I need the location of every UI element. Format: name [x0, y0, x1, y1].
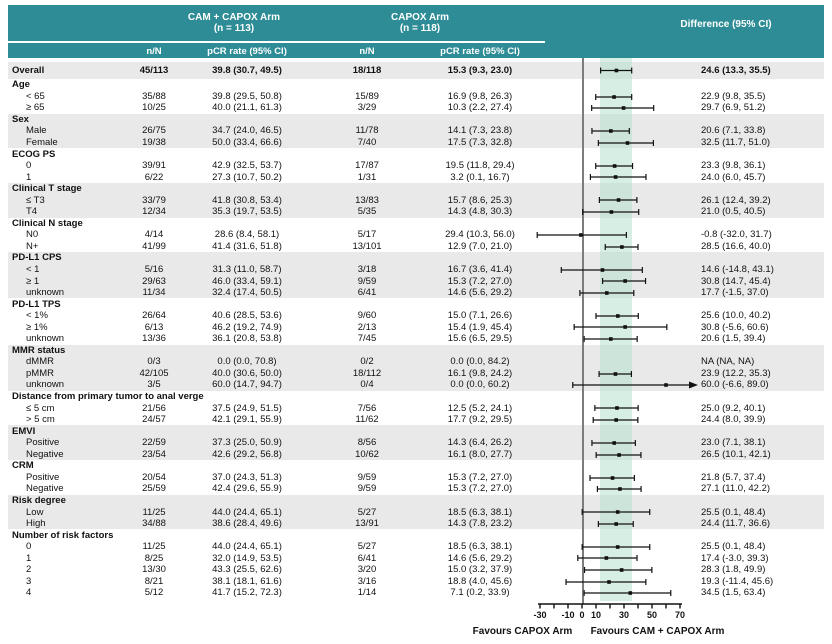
col-header-pcr-arm2: pCR rate (95% CI) [440, 46, 520, 57]
arm1-pcr-value: 32.0 (14.9, 53.5) [212, 552, 282, 564]
arm1-pcr-value: 40.0 (21.1, 61.3) [212, 102, 282, 114]
arm1-nn-value: 23/54 [142, 448, 166, 460]
arm2-header [340, 12, 500, 34]
arm1-pcr-value: 37.5 (24.9, 51.5) [212, 402, 282, 414]
difference-value: 26.1 (12.4, 39.2) [701, 194, 771, 206]
difference-value: 25.5 (0.1, 48.4) [701, 541, 766, 553]
arm2-pcr-value: 16.7 (3.6, 41.4) [447, 264, 513, 276]
arm1-pcr-value: 40.6 (28.5, 53.6) [212, 310, 282, 322]
data-row [8, 437, 824, 449]
subgroup-label: ≥ 1% [26, 321, 48, 333]
arm1-nn-value: 25/59 [142, 483, 166, 495]
arm1-pcr-value: 31.3 (11.0, 58.7) [212, 264, 282, 276]
arm1-pcr-value: 38.1 (18.1, 61.6) [212, 575, 282, 587]
subgroup-label: 0 [26, 541, 32, 553]
data-row [8, 62, 824, 79]
arm2-nn-value: 18/112 [352, 367, 382, 379]
arm2-pcr-value: 18.5 (6.3, 38.1) [447, 541, 513, 553]
subgroup-label: MMR status [12, 344, 66, 356]
subgroup-label: PD-L1 CPS [12, 252, 62, 264]
arm2-pcr-value: 15.3 (9.3, 23.0) [447, 65, 513, 76]
arm1-pcr-value: 27.3 (10.7, 50.2) [212, 171, 282, 183]
data-row [8, 587, 824, 599]
header-divider [8, 41, 545, 43]
difference-value: 30.8 (-5.6, 60.6) [701, 321, 769, 333]
arm2-nn-value: 5/27 [357, 506, 377, 518]
subgroup-label: 2 [26, 564, 32, 576]
arm1-pcr-value: 32.4 (17.4, 50.5) [212, 287, 282, 299]
arm1-pcr-value: 46.0 (33.4, 59.1) [212, 275, 282, 287]
arm1-pcr-value: 35.3 (19.7, 53.5) [212, 206, 282, 218]
data-row [8, 414, 824, 426]
data-row [8, 333, 824, 345]
subgroup-label: High [26, 518, 46, 530]
arm1-nn-value: 10/25 [142, 102, 166, 114]
arm2-pcr-value: 15.6 (6.5, 29.5) [447, 333, 513, 345]
arm2-pcr-value: 12.9 (7.0, 21.0) [447, 240, 513, 252]
difference-value: 28.5 (16.6, 40.0) [701, 240, 771, 252]
arm2-pcr-value: 15.7 (8.6, 25.3) [447, 194, 513, 206]
subgroup-label: unknown [26, 333, 65, 345]
arm2-nn-value: 1/14 [357, 587, 377, 599]
data-row [8, 552, 824, 564]
arm2-pcr-value: 29.4 (10.3, 56.0) [445, 229, 515, 241]
subgroup-header-row [8, 495, 824, 507]
arm1-nn-value: 33/79 [142, 194, 166, 206]
data-row [8, 564, 824, 576]
data-row [8, 125, 824, 137]
arm2-nn-value: 11/78 [355, 125, 379, 137]
subgroup-label: Negative [26, 448, 64, 460]
arm2-pcr-value: 0.0 (0.0, 60.2) [450, 379, 510, 391]
arm1-nn-value: 11/34 [142, 287, 166, 299]
col-header-nn-arm2: n/N [359, 46, 375, 57]
arm1-pcr-value: 28.6 (8.4, 58.1) [214, 229, 280, 241]
subgroup-label: N+ [26, 240, 39, 252]
arm1-nn-value: 42/105 [139, 367, 169, 379]
arm1-pcr-value: 40.0 (30.6, 50.0) [212, 367, 282, 379]
arm2-nn-value: 11/62 [355, 414, 379, 426]
data-row [8, 449, 824, 461]
difference-value: 25.6 (10.0, 40.2) [701, 310, 771, 322]
arm1-nn-value: 5/12 [144, 587, 164, 599]
difference-value: 34.5 (1.5, 63.4) [701, 587, 766, 599]
arm2-pcr-value: 15.3 (7.2, 27.0) [447, 483, 513, 495]
data-row [8, 321, 824, 333]
arm2-title: CAPOX Arm [391, 12, 449, 23]
arm2-pcr-value: 15.0 (7.1, 26.6) [447, 310, 513, 322]
arm2-nn-value: 13/101 [352, 240, 382, 252]
subgroup-label: Sex [12, 113, 29, 125]
arm1-pcr-value: 34.7 (24.0, 46.5) [212, 125, 282, 137]
subgroup-header-row [8, 460, 824, 472]
difference-value: 25.5 (0.1, 48.4) [701, 506, 766, 518]
arm2-pcr-value: 17.7 (9.2, 29.5) [447, 414, 513, 426]
difference-value: 23.0 (7.1, 38.1) [701, 437, 766, 449]
data-row [8, 102, 824, 114]
arm1-nn-value: 4/14 [144, 229, 164, 241]
arm2-pcr-value: 14.3 (7.8, 23.2) [447, 518, 513, 530]
arm1-pcr-value: 44.0 (24.4, 65.1) [212, 541, 282, 553]
arm1-nn-value: 39/91 [142, 160, 166, 172]
subgroup-label: ≥ 1 [26, 275, 40, 287]
arm2-pcr-value: 15.4 (1.9, 45.4) [447, 321, 513, 333]
subgroup-label: 4 [26, 587, 32, 599]
arm1-nn-value: 13/30 [142, 564, 166, 576]
arm1-pcr-value: 39.8 (29.5, 50.8) [212, 90, 282, 102]
arm2-pcr-value: 19.5 (11.8, 29.4) [445, 160, 515, 172]
difference-value: 17.4 (-3.0, 39.3) [701, 552, 769, 564]
arm2-nn-value: 17/87 [355, 160, 379, 172]
arm2-nn-value: 3/20 [357, 564, 377, 576]
difference-value: 60.0 (-6.6, 89.0) [701, 379, 769, 391]
arm1-pcr-value: 0.0 (0.0, 70.8) [217, 356, 277, 368]
arm2-nn-value: 5/35 [357, 206, 377, 218]
data-row [8, 518, 824, 530]
arm1-n: (n = 113) [213, 23, 255, 34]
axis-tick-label: 50 [646, 610, 657, 620]
arm2-pcr-value: 10.3 (2.2, 27.4) [447, 102, 513, 114]
data-row [8, 241, 824, 253]
subgroup-label: Risk degree [12, 494, 66, 506]
subgroup-label: Positive [26, 471, 60, 483]
subgroup-label: Clinical N stage [12, 217, 83, 229]
arm2-pcr-value: 14.1 (7.3, 23.8) [447, 125, 513, 137]
subgroup-label: 0 [26, 160, 32, 172]
difference-value: 24.6 (13.3, 35.5) [701, 65, 771, 76]
data-row [8, 160, 824, 172]
subgroup-label: ≥ 65 [26, 102, 45, 114]
subgroup-label: CRM [12, 460, 34, 472]
arm1-title: CAM + CAPOX Arm [187, 12, 281, 23]
arm2-nn-value: 7/56 [357, 402, 377, 414]
col-header-nn-arm1: n/N [146, 46, 162, 57]
data-row [8, 206, 824, 218]
subgroup-header-row [8, 425, 824, 437]
arm1-nn-value: 0/3 [147, 356, 161, 368]
data-row [8, 91, 824, 103]
arm1-pcr-value: 44.0 (24.4, 65.1) [212, 506, 282, 518]
arm1-nn-value: 45/113 [139, 65, 169, 76]
subgroup-label: 1 [26, 171, 32, 183]
arm1-nn-value: 6/22 [144, 171, 164, 183]
arm2-pcr-value: 0.0 (0.0, 84.2) [450, 356, 510, 368]
data-row [8, 483, 824, 495]
arm1-nn-value: 5/16 [144, 264, 164, 276]
arm1-pcr-value: 50.0 (33.4, 66.6) [212, 137, 282, 148]
subgroup-header-row [8, 183, 824, 195]
arm1-nn-value: 11/25 [142, 506, 166, 518]
subgroup-header-row [8, 391, 824, 403]
arm2-nn-value: 0/4 [360, 379, 374, 391]
arm2-nn-value: 13/83 [355, 194, 379, 206]
subgroup-label: Age [12, 79, 30, 91]
arm2-nn-value: 3/29 [357, 102, 377, 114]
arm2-pcr-value: 14.6 (5.6, 29.2) [447, 287, 513, 299]
difference-value: 17.7 (-1.5, 37.0) [701, 287, 769, 299]
data-row [8, 576, 824, 588]
subgroup-header-row [8, 79, 824, 91]
difference-value: 24.4 (8.0, 39.9) [701, 414, 766, 426]
subgroup-header-row [8, 148, 824, 160]
difference-value: 23.3 (9.8, 36.1) [701, 160, 766, 172]
arm1-nn-value: 21/56 [142, 402, 166, 414]
arm1-nn-value: 6/13 [144, 321, 164, 333]
subgroup-label: dMMR [26, 356, 54, 368]
arm2-pcr-value: 14.3 (4.8, 30.3) [447, 206, 513, 218]
arm2-nn-value: 7/40 [357, 137, 377, 148]
subgroup-label: > 5 cm [26, 414, 55, 426]
subgroup-label: < 65 [26, 90, 45, 102]
arm1-nn-value: 22/59 [142, 437, 166, 449]
difference-value: NA (NA, NA) [701, 356, 755, 368]
arm1-nn-value: 26/75 [142, 125, 166, 137]
subgroup-label: Male [26, 125, 47, 137]
arm2-nn-value: 10/62 [355, 448, 379, 460]
arm1-pcr-value: 46.2 (19.2, 74.9) [212, 321, 282, 333]
arm1-pcr-value: 37.3 (25.0, 50.9) [212, 437, 282, 449]
subgroup-header-row [8, 529, 824, 541]
arm1-pcr-value: 39.8 (30.7, 49.5) [212, 65, 282, 76]
data-row [8, 264, 824, 276]
arm2-pcr-value: 7.1 (0.2, 33.9) [450, 587, 510, 599]
arm2-nn-value: 3/16 [357, 575, 377, 587]
arm1-pcr-value: 42.1 (29.1, 55.9) [212, 414, 282, 426]
data-row [8, 541, 824, 553]
subgroup-label: unknown [26, 379, 65, 391]
subgroup-label: PD-L1 TPS [12, 298, 61, 310]
axis-tick-label: 70 [674, 610, 685, 620]
difference-value: 19.3 (-11.4, 45.6) [701, 575, 774, 587]
arm1-pcr-value: 38.6 (28.4, 49.6) [212, 518, 282, 530]
subgroup-header-row [8, 252, 824, 264]
arm1-pcr-value: 42.4 (29.6, 55.9) [212, 483, 282, 495]
axis-tick-label: -10 [561, 610, 575, 620]
arm2-nn-value: 0/2 [360, 356, 374, 368]
arm2-n: (n = 118) [399, 23, 441, 34]
difference-value: 29.7 (6.9, 51.2) [701, 102, 766, 114]
difference-value: 32.5 (11.7, 51.0) [701, 137, 771, 148]
favours-right-label: Favours CAM + CAPOX Arm [590, 626, 725, 637]
rows [8, 62, 824, 599]
arm2-pcr-value: 3.2 (0.1, 16.7) [450, 171, 510, 183]
arm2-nn-value: 9/59 [357, 275, 377, 287]
data-row [8, 171, 824, 183]
subgroup-label: Clinical T stage [12, 183, 82, 195]
arm2-nn-value: 7/45 [357, 333, 377, 345]
arm2-nn-value: 3/18 [357, 264, 377, 276]
arm1-nn-value: 41/99 [142, 240, 166, 252]
subgroup-label: ≤ 5 cm [26, 402, 55, 414]
col-header-pcr-arm1: pCR rate (95% CI) [207, 46, 287, 57]
axis-tick-label: -30 [533, 610, 547, 620]
arm2-nn-value: 9/59 [357, 483, 377, 495]
arm1-pcr-value: 60.0 (14.7, 94.7) [212, 379, 282, 391]
arm1-nn-value: 12/34 [142, 206, 166, 218]
arm2-nn-value: 8/56 [357, 437, 377, 449]
difference-value: 25.0 (9.2, 40.1) [701, 402, 766, 414]
arm1-nn-value: 29/63 [142, 275, 166, 287]
difference-value: 20.6 (7.1, 33.8) [701, 125, 766, 137]
subgroup-header-row [8, 114, 824, 126]
data-row [8, 506, 824, 518]
subgroup-label: pMMR [26, 367, 54, 379]
data-row [8, 472, 824, 484]
difference-value: 24.0 (6.0, 45.7) [701, 171, 766, 183]
difference-value: 21.0 (0.5, 40.5) [701, 206, 766, 218]
arm2-pcr-value: 18.8 (4.0, 45.6) [447, 575, 513, 587]
table-header [8, 5, 824, 58]
difference-value: 26.5 (10.1, 42.1) [701, 448, 771, 460]
subgroup-label: Distance from primary tumor to anal verge [12, 391, 204, 403]
arm1-nn-value: 19/38 [142, 137, 166, 148]
subgroup-label: Female [26, 137, 58, 148]
difference-value: 14.6 (-14.8, 43.1) [701, 264, 774, 276]
arm1-pcr-value: 43.3 (25.5, 62.6) [212, 564, 282, 576]
difference-value: 24.4 (11.7, 36.6) [701, 518, 771, 530]
subgroup-label: N0 [26, 229, 39, 241]
arm2-pcr-value: 17.5 (7.3, 32.8) [447, 137, 513, 148]
arm1-nn-value: 8/25 [144, 552, 164, 564]
subgroup-label: Low [26, 506, 44, 518]
arm1-nn-value: 8/21 [144, 575, 164, 587]
subgroup-label: 1 [26, 552, 32, 564]
arm2-pcr-value: 14.3 (6.4, 26.2) [447, 437, 513, 449]
difference-value: -0.8 (-32.0, 31.7) [701, 229, 772, 241]
arm1-pcr-value: 37.0 (24.3, 51.3) [212, 471, 282, 483]
arm1-header [154, 12, 314, 34]
subgroup-header-row [8, 218, 824, 230]
arm2-pcr-value: 15.0 (3.2, 37.9) [447, 564, 513, 576]
arm1-nn-value: 3/5 [147, 379, 161, 391]
arm2-pcr-value: 15.3 (7.2, 27.0) [447, 471, 513, 483]
subgroup-header-row [8, 298, 824, 310]
difference-header: Difference (95% CI) [680, 19, 772, 30]
arm1-pcr-value: 41.4 (31.6, 51.8) [212, 240, 282, 252]
subgroup-label: < 1% [26, 310, 48, 322]
arm2-nn-value: 18/118 [352, 65, 382, 76]
arm1-nn-value: 13/36 [142, 333, 166, 345]
subgroup-label: unknown [26, 287, 65, 299]
axis-tick-label: 30 [618, 610, 629, 620]
arm2-pcr-value: 14.6 (5.6, 29.2) [447, 552, 513, 564]
data-row [8, 402, 824, 414]
data-row [8, 379, 824, 391]
subgroup-label: EMVI [12, 425, 36, 437]
subgroup-label: Positive [26, 437, 60, 449]
difference-value: 30.8 (14.7, 45.4) [701, 275, 771, 287]
axis-tick-label: 0 [579, 610, 585, 620]
arm2-pcr-value: 18.5 (6.3, 38.1) [447, 506, 513, 518]
subgroup-label: ≤ T3 [26, 194, 45, 206]
subgroup-label: 3 [26, 575, 32, 587]
arm1-pcr-value: 41.7 (15.2, 72.3) [212, 587, 282, 599]
difference-value: 20.6 (1.5, 39.4) [701, 333, 766, 345]
favours-left-label: Favours CAPOX Arm [472, 626, 573, 637]
subgroup-header-row [8, 345, 824, 357]
arm1-pcr-value: 42.9 (32.5, 53.7) [212, 160, 282, 172]
data-row [8, 229, 824, 241]
arm1-nn-value: 20/54 [142, 471, 166, 483]
arm2-nn-value: 13/91 [355, 518, 379, 530]
arm2-nn-value: 5/27 [357, 541, 377, 553]
data-row [8, 310, 824, 322]
axis-tick-label: 10 [590, 610, 601, 620]
arm1-nn-value: 34/88 [142, 518, 166, 530]
arm1-nn-value: 11/25 [142, 541, 166, 553]
arm1-nn-value: 35/88 [142, 90, 166, 102]
data-row [8, 137, 824, 149]
arm2-pcr-value: 12.5 (5.2, 24.1) [447, 402, 513, 414]
arm2-pcr-value: 16.1 (9.8, 24.2) [447, 367, 513, 379]
arm2-nn-value: 9/60 [357, 310, 377, 322]
arm1-nn-value: 24/57 [142, 414, 166, 426]
arm2-nn-value: 2/13 [357, 321, 377, 333]
arm1-nn-value: 26/64 [142, 310, 166, 322]
arm2-nn-value: 9/59 [357, 471, 377, 483]
arm2-pcr-value: 16.1 (8.0, 27.7) [447, 448, 513, 460]
arm2-pcr-value: 16.9 (9.8, 26.3) [447, 90, 513, 102]
subgroup-label: Negative [26, 483, 64, 495]
difference-value: 21.8 (5.7, 37.4) [701, 471, 766, 483]
data-row [8, 287, 824, 299]
data-row [8, 275, 824, 287]
subgroup-label: ECOG PS [12, 148, 56, 160]
arm2-pcr-value: 15.3 (7.2, 27.0) [447, 275, 513, 287]
arm2-nn-value: 6/41 [357, 287, 377, 299]
data-row [8, 368, 824, 380]
subgroup-label: Overall [12, 65, 45, 76]
arm1-pcr-value: 41.8 (30.8, 53.4) [212, 194, 282, 206]
subgroup-label: < 1 [26, 264, 40, 276]
difference-value: 28.3 (1.8, 49.9) [701, 564, 766, 576]
arm2-nn-value: 15/89 [355, 90, 379, 102]
arm1-pcr-value: 36.1 (20.8, 53.8) [212, 333, 282, 345]
difference-value: 22.9 (9.8, 35.5) [701, 90, 766, 102]
subgroup-label: Number of risk factors [12, 529, 114, 541]
arm2-nn-value: 1/31 [357, 171, 377, 183]
subgroup-label: T4 [26, 206, 38, 218]
difference-value: 23.9 (12.2, 35.3) [701, 367, 771, 379]
arm2-nn-value: 5/17 [357, 229, 377, 241]
arm1-pcr-value: 42.6 (29.2, 56.8) [212, 448, 282, 460]
difference-value: 27.1 (11.0, 42.2) [701, 483, 771, 495]
data-row [8, 356, 824, 368]
arm2-nn-value: 6/41 [357, 552, 377, 564]
data-row [8, 194, 824, 206]
